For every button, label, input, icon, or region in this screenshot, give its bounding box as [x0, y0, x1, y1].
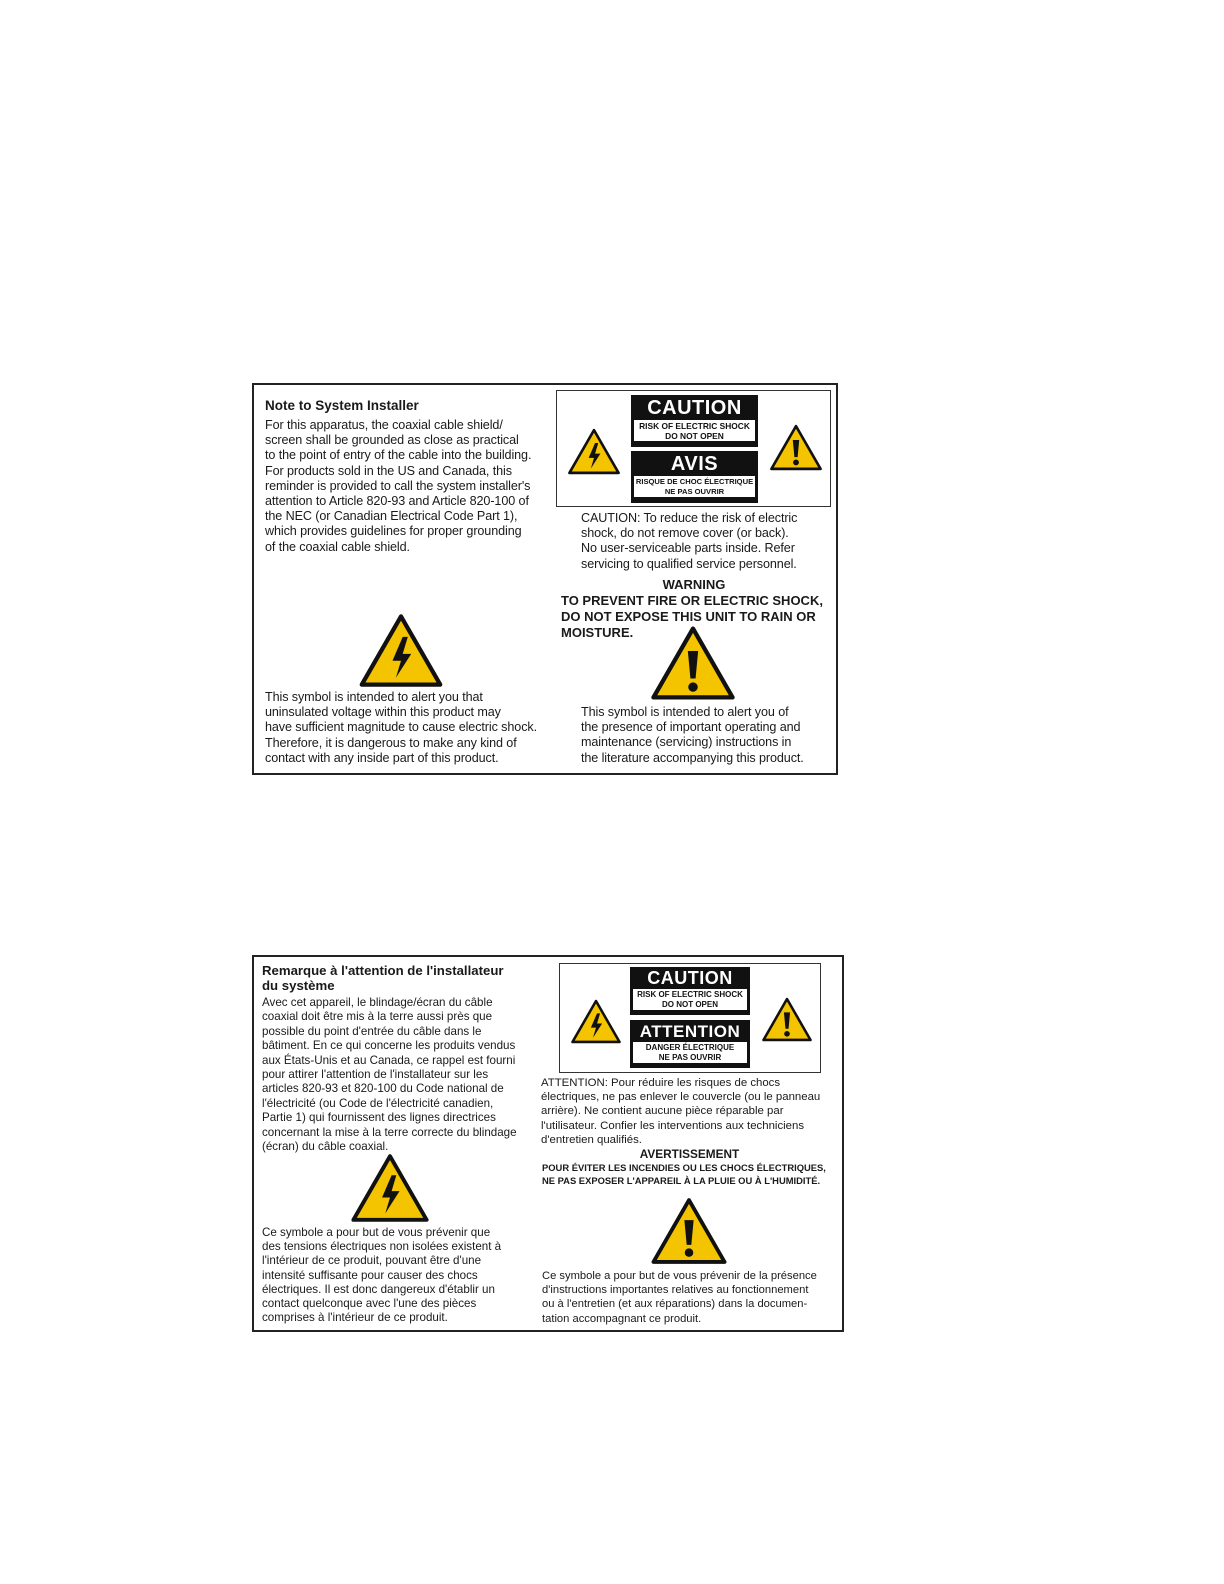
caution-label [559, 963, 821, 1073]
lightning-warning-icon [350, 1153, 430, 1223]
exclamation-symbol-text: Ce symbole a pour but de vous prévenir de la présence d'instructions importantes relatives au fonctionnement ou à l'entretien (et aux réparations) dans la documen- tation accompagnant ce produit. [542, 1270, 817, 1325]
note-body: For this apparatus, the coaxial cable shield/ screen shall be grounded as close as practical to the point of entry of the cable into the building. For products sold in the US and Canada, this reminder is provided to call the system installer's attention to Article 820-93 and Article 820-100 of the NEC (or Canadian Electrical Code Part 1), which provides guidelines for proper grounding of the coaxial cable shield. [265, 418, 532, 554]
caution-text: ATTENTION: Pour réduire les risques de chocs électriques, ne pas enlever le couvercle (ou le panneau arrière). Ne contient aucune pièce réparable par l'utilisateur. Confier les interventions aux techniciens d'entretien qualifiés. [541, 1077, 821, 1146]
lightning-symbol-text: This symbol is intended to alert you that uninsulated voltage within this product may have sufficient magnitude to cause electric shock. Therefore, it is dangerous to make any kind of contact with any inside part of this product. [265, 690, 537, 765]
caution-label [556, 390, 831, 507]
lightning-warning-icon [358, 613, 444, 688]
lightning-symbol-text: Ce symbole a pour but de vous prévenir que des tensions électriques non isolées existent à l'intérieur de ce produit, pouvant être d'une intensité suffisante pour causer des chocs électriques. Il est donc dangereux d'établir un contact quelconque avec l'une des pièces comprises à l'intérieur de ce produit. [262, 1226, 502, 1325]
attention-sign: ATTENTION DANGER ÉLECTRIQUE NE PAS OUVRIR [630, 1020, 750, 1068]
caution-text: CAUTION: To reduce the risk of electric shock, do not remove cover (or back). No user-serviceable parts inside. Refer servicing to qualified service personnel. [581, 511, 798, 571]
exclamation-warning-icon [650, 1197, 728, 1265]
avis-sign: AVIS RISQUE DE CHOC ÉLECTRIQUE NE PAS OUVRIR [631, 451, 758, 503]
english-safety-panel [252, 383, 838, 775]
warning-text: TO PREVENT FIRE OR ELECTRIC SHOCK, DO NOT EXPOSE THIS UNIT TO RAIN OR MOISTURE. [561, 593, 823, 640]
note-body: Avec cet appareil, le blindage/écran du câble coaxial doit être mis à la terre aussi près que possible du point d'entrée du câble dans le bâtiment. En ce qui concerne les produits vendus aux États-Unis et au Canada, ce rappel est fourni pour attirer l'attention de l'installateur sur les articles 820-93 et 820-100 du Code national de l'électricité (ou Code de l'électricité canadien, Partie 1) qui fournissent des lignes directrices concernant la mise à la terre correcte du blindage (écran) du câble coaxial. [262, 996, 517, 1154]
caution-sign: CAUTION RISK OF ELECTRIC SHOCK DO NOT OPEN [631, 395, 758, 447]
exclamation-warning-icon [769, 424, 823, 471]
french-safety-panel [252, 955, 844, 1332]
caution-sign: CAUTION RISK OF ELECTRIC SHOCK DO NOT OPEN [630, 967, 750, 1015]
warning-title: AVERTISSEMENT [639, 1147, 740, 1161]
exclamation-warning-icon [650, 625, 736, 701]
note-title: Note to System Installer [265, 398, 419, 413]
note-title: Remarque à l'attention de l'installateur du système [262, 963, 504, 993]
lightning-warning-icon [570, 999, 622, 1044]
lightning-warning-icon [567, 428, 621, 475]
warning-text: POUR ÉVITER LES INCENDIES OU LES CHOCS ÉLECTRIQUES, NE PAS EXPOSER L'APPAREIL À LA PLUIE OU À L'HUMIDITÉ. [542, 1162, 826, 1186]
exclamation-warning-icon [761, 997, 813, 1042]
warning-title: WARNING [662, 577, 726, 592]
exclamation-symbol-text: This symbol is intended to alert you of the presence of important operating and maintenance (servicing) instructions in the literature accompanying this product. [581, 705, 804, 765]
